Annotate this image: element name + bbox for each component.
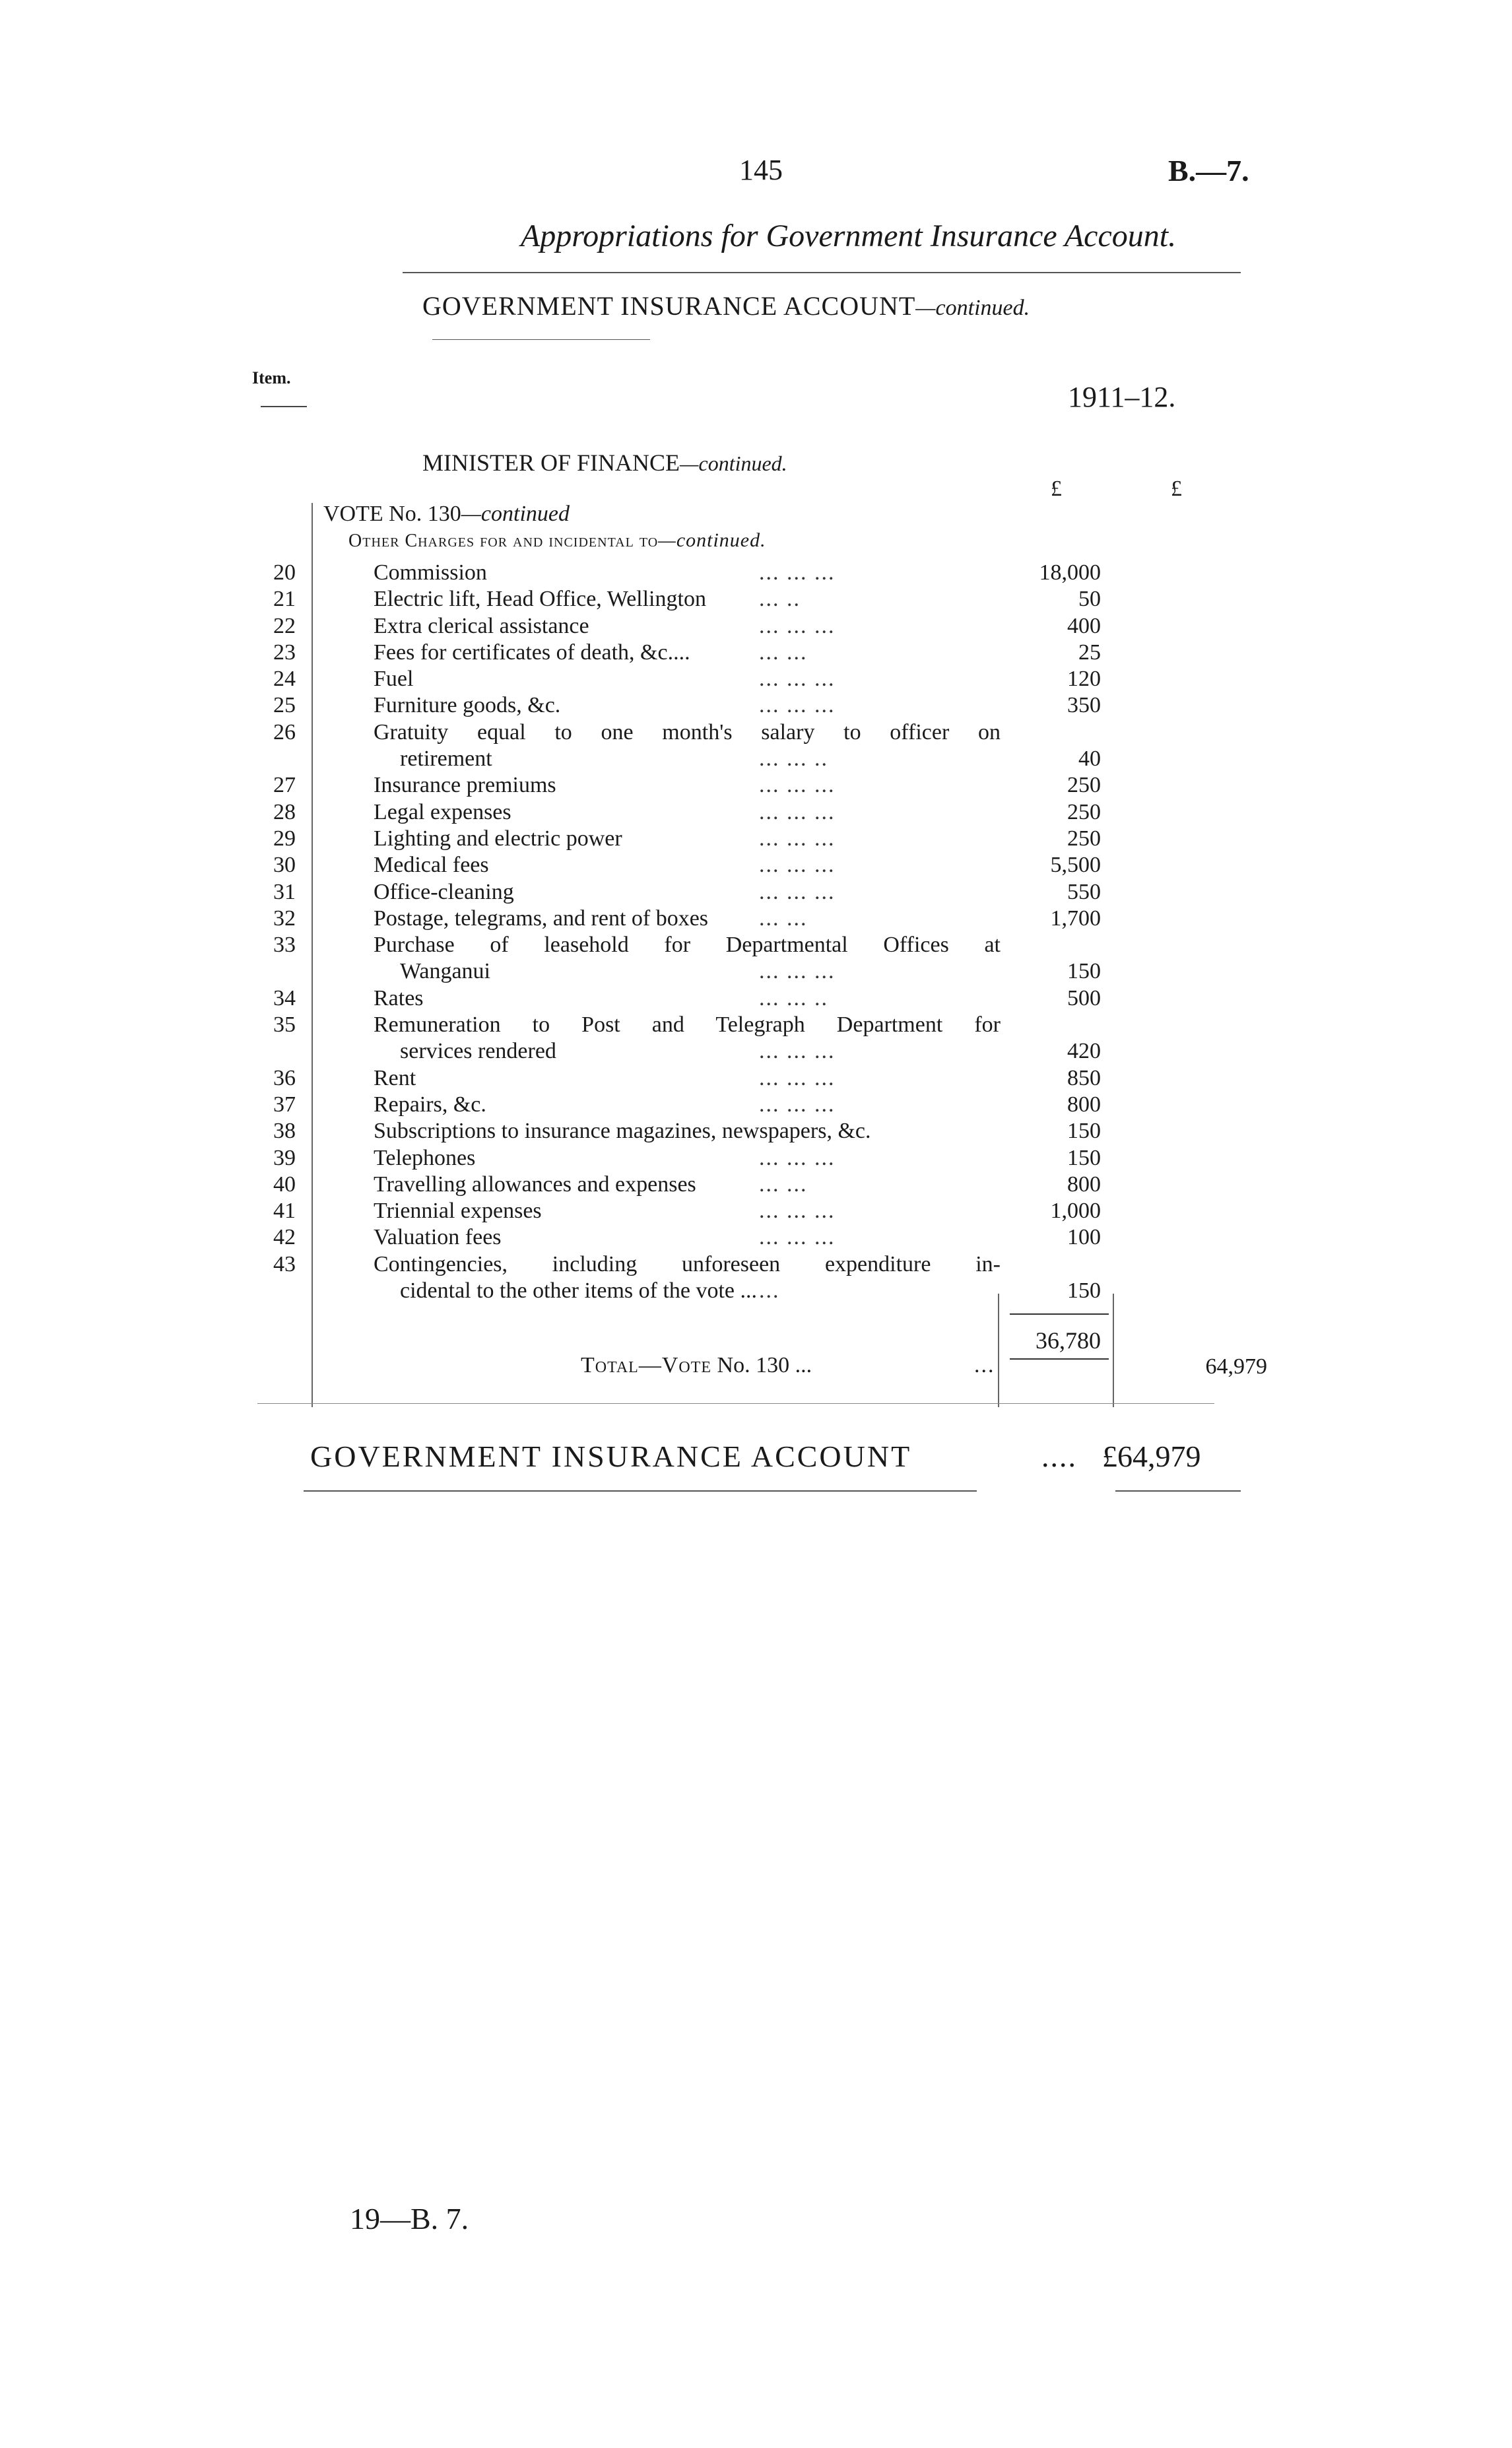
item-description: Legal expenses — [374, 800, 511, 824]
item-number: 33 — [273, 933, 296, 957]
item-amount: 18,000 — [1039, 560, 1101, 585]
item-number: 22 — [273, 614, 296, 638]
item-amount: 150 — [1067, 1278, 1101, 1303]
item-description: Rates — [374, 986, 424, 1010]
other-charges-label: Other Charges for and incidental to — [348, 531, 659, 551]
item-description: Fuel — [374, 667, 414, 691]
table-row — [0, 560, 1512, 586]
item-description: Purchase of leasehold for Departmental Offices at — [374, 933, 1001, 957]
minister-heading — [422, 449, 787, 477]
item-amount: 1,000 — [1050, 1199, 1101, 1223]
item-number: 30 — [273, 853, 296, 877]
table-row — [0, 1251, 1512, 1278]
item-number: 42 — [273, 1225, 296, 1249]
pound-sign-col1: £ — [1051, 477, 1062, 501]
item-description: Travelling allowances and expenses — [374, 1172, 696, 1197]
item-description-continued: retirement — [400, 746, 492, 771]
title-rule — [403, 272, 1241, 273]
item-number: 39 — [273, 1146, 296, 1170]
item-description: Commission — [374, 560, 487, 585]
document-reference: B.—7. — [1168, 154, 1249, 187]
item-number: 35 — [273, 1012, 296, 1037]
table-row — [0, 932, 1512, 958]
leader-dots: ... ... ... — [759, 1066, 836, 1090]
item-amount: 850 — [1067, 1066, 1101, 1090]
subtotal-column-rule-left — [998, 1294, 999, 1407]
vote-continued: —continued — [461, 502, 570, 526]
account-total-dots: .... — [1041, 1439, 1077, 1473]
leader-dots: ... ... — [759, 640, 808, 665]
table-row — [0, 985, 1512, 1012]
item-description: Gratuity equal to one month's salary to officer on — [374, 720, 1001, 744]
leader-dots: ... ... ... — [759, 959, 836, 983]
leader-dots: ... ... ... — [759, 1225, 836, 1249]
leader-dots: ... ... ... — [759, 773, 836, 797]
item-amount: 800 — [1067, 1092, 1101, 1117]
item-amount: 800 — [1067, 1172, 1101, 1197]
leader-dots: ... ... .. — [759, 746, 828, 771]
item-amount: 5,500 — [1050, 853, 1101, 877]
section-continued: —continued. — [915, 296, 1030, 320]
table-row — [0, 826, 1512, 852]
item-number: 40 — [273, 1172, 296, 1197]
table-row — [0, 906, 1512, 932]
table-row — [0, 852, 1512, 878]
leader-dots: ... ... ... — [759, 693, 836, 717]
table-row — [0, 1065, 1512, 1092]
table-row — [0, 879, 1512, 906]
item-number: 34 — [273, 986, 296, 1010]
item-amount: 550 — [1067, 880, 1101, 904]
leader-dots: ... ... ... — [759, 560, 836, 585]
item-description: Electric lift, Head Office, Wellington — [374, 587, 706, 611]
item-number: 23 — [273, 640, 296, 665]
table-row-continuation — [0, 1038, 1512, 1065]
vote-subtotal: 36,780 — [1035, 1327, 1101, 1354]
item-description: Telephones — [374, 1146, 476, 1170]
table-row — [0, 799, 1512, 826]
item-number: 36 — [273, 1066, 296, 1090]
table-row — [0, 1118, 1512, 1144]
leader-dots: ... ... ... — [759, 880, 836, 904]
item-column-header: Item. — [252, 368, 291, 387]
item-description: Valuation fees — [374, 1225, 502, 1249]
table-row — [0, 1092, 1512, 1118]
leader-dots: ... ... ... — [759, 826, 836, 851]
item-description: Extra clerical assistance — [374, 614, 589, 638]
item-number: 41 — [273, 1199, 296, 1223]
financial-year: 1911–12. — [1068, 381, 1176, 413]
table-row — [0, 1224, 1512, 1251]
item-amount: 400 — [1067, 614, 1101, 638]
subtotal-rule-top — [1010, 1313, 1109, 1315]
item-number: 25 — [273, 693, 296, 717]
item-amount: 25 — [1078, 640, 1101, 665]
item-number: 26 — [273, 720, 296, 744]
item-description: Contingencies, including unforeseen expenditure in- — [374, 1252, 1001, 1276]
account-rule-right — [1115, 1490, 1241, 1492]
leader-dots: ... ... ... — [759, 1039, 836, 1063]
table-row — [0, 719, 1512, 746]
account-rule-left — [304, 1490, 977, 1492]
item-amount: 1,700 — [1050, 906, 1101, 931]
table-row — [0, 1145, 1512, 1172]
footer-reference: 19—B. 7. — [350, 2202, 469, 2235]
total-vote-dots: ... — [974, 1353, 995, 1377]
table-row-continuation — [0, 958, 1512, 985]
item-description: Office-cleaning — [374, 880, 514, 904]
leader-dots: ... ... — [759, 906, 808, 931]
item-number: 27 — [273, 773, 296, 797]
table-row — [0, 1172, 1512, 1198]
leader-dots: ... ... .. — [759, 986, 828, 1010]
item-amount: 120 — [1067, 667, 1101, 691]
table-row-continuation — [0, 1278, 1512, 1304]
item-amount: 500 — [1067, 986, 1101, 1010]
vote-heading — [323, 502, 570, 527]
item-description: Remuneration to Post and Telegraph Department for — [374, 1012, 1001, 1037]
item-description-continued: cidental to the other items of the vote ... — [400, 1278, 758, 1303]
total-vote-number: No. 130 ... — [711, 1353, 812, 1377]
leader-dots: ... ... ... — [759, 1199, 836, 1223]
total-vote-caps: Total—Vote — [581, 1353, 712, 1377]
leader-dots: ... ... ... — [759, 614, 836, 638]
item-amount: 100 — [1067, 1225, 1101, 1249]
leader-dots: ... ... ... — [759, 667, 836, 691]
table-row — [0, 1012, 1512, 1038]
other-charges-continued: —continued. — [658, 529, 766, 551]
item-description: Subscriptions to insurance magazines, newspapers, &c. — [374, 1119, 871, 1143]
item-description: Repairs, &c. — [374, 1092, 486, 1117]
section-rule — [432, 339, 650, 340]
item-number: 31 — [273, 880, 296, 904]
table-row — [0, 586, 1512, 612]
item-description: Furniture goods, &c. — [374, 693, 561, 717]
table-row-continuation — [0, 746, 1512, 772]
total-vote-label — [581, 1353, 812, 1378]
item-number: 32 — [273, 906, 296, 931]
item-amount: 250 — [1067, 773, 1101, 797]
minister-label: MINISTER OF FINANCE — [422, 449, 680, 476]
item-description: Rent — [374, 1066, 416, 1090]
item-description-continued: services rendered — [400, 1039, 556, 1063]
item-description: Lighting and electric power — [374, 826, 622, 851]
item-number: 28 — [273, 800, 296, 824]
page-title-text: Appropriations for Government Insurance Account. — [520, 218, 1177, 253]
item-amount: 420 — [1067, 1039, 1101, 1063]
item-number: 43 — [273, 1252, 296, 1276]
table-row — [0, 1198, 1512, 1224]
item-header-underline — [261, 406, 307, 407]
table-row — [0, 666, 1512, 692]
item-number: 20 — [273, 560, 296, 585]
item-number: 37 — [273, 1092, 296, 1117]
item-number: 29 — [273, 826, 296, 851]
leader-dots: ... ... — [759, 1172, 808, 1197]
item-number: 21 — [273, 587, 296, 611]
item-amount: 250 — [1067, 800, 1101, 824]
total-rule — [257, 1403, 1214, 1404]
table-row — [0, 640, 1512, 666]
table-row — [0, 772, 1512, 799]
pound-sign-col2: £ — [1171, 477, 1182, 501]
item-amount: 250 — [1067, 826, 1101, 851]
item-amount: 150 — [1067, 1146, 1101, 1170]
account-total-label: GOVERNMENT INSURANCE ACCOUNT — [310, 1439, 912, 1473]
item-amount: 150 — [1067, 1119, 1101, 1143]
table-row — [0, 692, 1512, 719]
item-amount: 50 — [1078, 587, 1101, 611]
leader-dots: ... .. — [759, 587, 801, 611]
leader-dots: ... — [759, 1278, 780, 1303]
leader-dots: ... ... ... — [759, 1092, 836, 1117]
item-description: Postage, telegrams, and rent of boxes — [374, 906, 709, 931]
page-number: 145 — [739, 154, 783, 186]
item-number: 24 — [273, 667, 296, 691]
vote-total-amount: 64,979 — [1205, 1354, 1267, 1379]
leader-dots: ... ... ... — [759, 1146, 836, 1170]
leader-dots: ... ... ... — [759, 853, 836, 877]
item-amount: 150 — [1067, 959, 1101, 983]
table-row — [0, 613, 1512, 640]
vote-label: VOTE No. 130 — [323, 502, 461, 526]
item-description: Medical fees — [374, 853, 489, 877]
item-description: Insurance premiums — [374, 773, 556, 797]
item-amount: 350 — [1067, 693, 1101, 717]
minister-continued: —continued. — [680, 451, 787, 475]
page-title — [0, 218, 1512, 254]
item-description: Fees for certificates of death, &c.... — [374, 640, 690, 665]
leader-dots: ... ... ... — [759, 800, 836, 824]
section-title-text: GOVERNMENT INSURANCE ACCOUNT — [422, 291, 916, 321]
other-charges-heading — [348, 529, 766, 552]
item-amount: 40 — [1078, 746, 1101, 771]
item-description-continued: Wanganui — [400, 959, 490, 983]
section-title — [422, 290, 1030, 321]
item-number: 38 — [273, 1119, 296, 1143]
account-total-amount: £64,979 — [1102, 1439, 1201, 1473]
item-description: Triennial expenses — [374, 1199, 542, 1223]
subtotal-rule-bottom — [1010, 1358, 1109, 1360]
subtotal-column-rule-right — [1113, 1294, 1114, 1407]
